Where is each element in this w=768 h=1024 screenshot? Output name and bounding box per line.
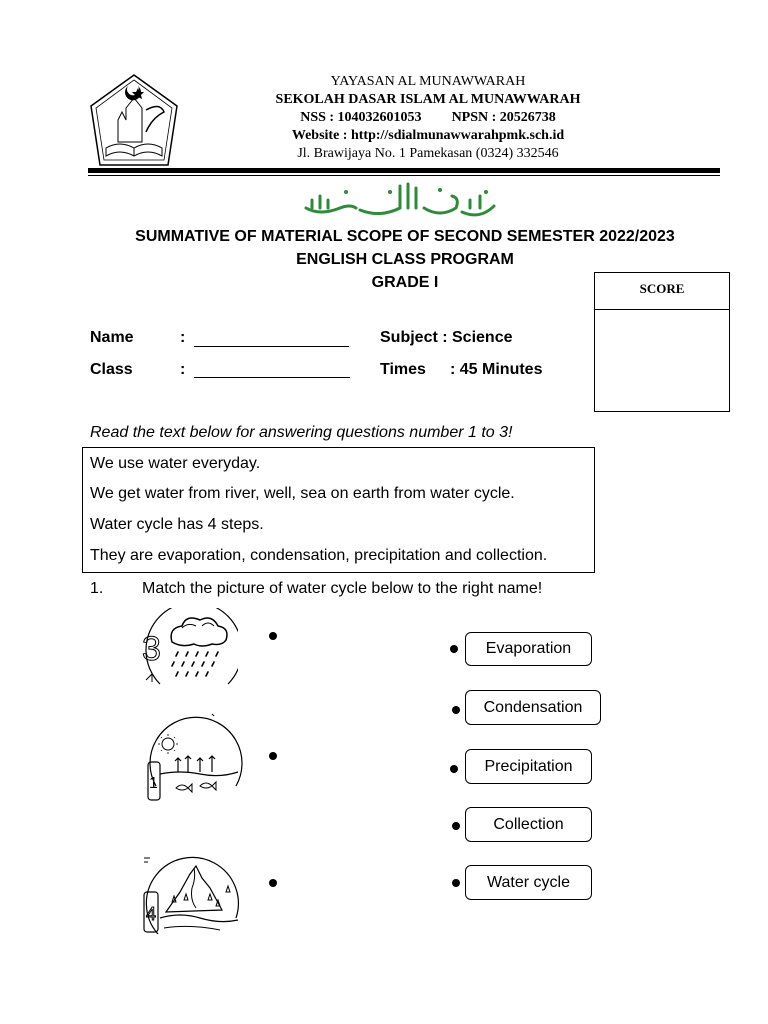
option-match-dot-4[interactable] bbox=[452, 822, 460, 830]
option-match-dot-3[interactable] bbox=[450, 765, 458, 773]
name-label: Name bbox=[90, 329, 134, 346]
reading-line: We use water everyday. bbox=[90, 455, 261, 472]
question-text: Match the picture of water cycle below to the right name! bbox=[142, 580, 543, 597]
option-match-dot-2[interactable] bbox=[452, 706, 460, 714]
name-field[interactable] bbox=[194, 346, 349, 347]
score-label: SCORE bbox=[639, 281, 685, 296]
option-match-dot-1[interactable] bbox=[450, 645, 458, 653]
reading-instruction: Read the text below for answering questions number 1 to 3! bbox=[90, 424, 513, 441]
npsn-number: NPSN : 20526738 bbox=[451, 110, 556, 125]
step-number: 4 bbox=[146, 904, 157, 924]
nss-number: NSS : 104032601053 bbox=[300, 110, 422, 125]
school-logo-icon bbox=[88, 72, 180, 172]
step-number: 1 bbox=[149, 775, 158, 792]
step-number: 3 bbox=[142, 630, 161, 668]
picture-match-dot-1[interactable] bbox=[269, 632, 277, 640]
class-field[interactable] bbox=[194, 377, 350, 378]
score-box[interactable] bbox=[594, 272, 730, 412]
header-divider-thin bbox=[88, 175, 720, 176]
times-label: Times bbox=[380, 361, 426, 378]
program-title: ENGLISH CLASS PROGRAM bbox=[296, 251, 514, 268]
class-colon: : bbox=[180, 361, 186, 378]
option-collection[interactable]: Collection bbox=[465, 807, 592, 842]
question-number: 1. bbox=[90, 580, 104, 597]
foundation-name: YAYASAN AL MUNAWWARAH bbox=[330, 74, 526, 89]
class-label: Class bbox=[90, 361, 133, 378]
reading-passage bbox=[82, 447, 595, 573]
picture-match-dot-2[interactable] bbox=[269, 752, 277, 760]
header-divider bbox=[88, 168, 720, 173]
name-colon: : bbox=[180, 329, 186, 346]
score-divider bbox=[595, 309, 729, 310]
subject-info: Subject : Science bbox=[380, 329, 513, 346]
basmalah-calligraphy-icon bbox=[300, 178, 500, 222]
option-water-cycle[interactable]: Water cycle bbox=[465, 865, 592, 900]
reading-line: We get water from river, well, sea on earth from water cycle. bbox=[90, 485, 515, 502]
picture-match-dot-3[interactable] bbox=[269, 879, 277, 887]
reading-line: Water cycle has 4 steps. bbox=[90, 516, 264, 533]
school-ids bbox=[190, 109, 666, 126]
mountain-collection-icon bbox=[140, 848, 244, 936]
school-name: SEKOLAH DASAR ISLAM AL MUNAWWARAH bbox=[275, 92, 581, 107]
reading-line: They are evaporation, condensation, precipitation and collection. bbox=[90, 547, 548, 564]
grade-title: GRADE I bbox=[371, 274, 439, 291]
exam-title: SUMMATIVE OF MATERIAL SCOPE OF SECOND SEMESTER 2022/2023 bbox=[135, 228, 675, 245]
option-evaporation[interactable]: Evaporation bbox=[465, 632, 592, 666]
school-website[interactable]: Website : http://sdialmunawwarahpmk.sch.id bbox=[291, 128, 565, 143]
option-precipitation[interactable]: Precipitation bbox=[465, 749, 592, 784]
option-condensation[interactable]: Condensation bbox=[465, 690, 601, 725]
evaporation-icon bbox=[140, 712, 244, 804]
school-address: Jl. Brawijaya No. 1 Pamekasan (0324) 332546 bbox=[297, 146, 559, 161]
times-value: : 45 Minutes bbox=[450, 361, 543, 378]
rain-cloud-icon bbox=[138, 608, 238, 688]
option-match-dot-5[interactable] bbox=[452, 879, 460, 887]
